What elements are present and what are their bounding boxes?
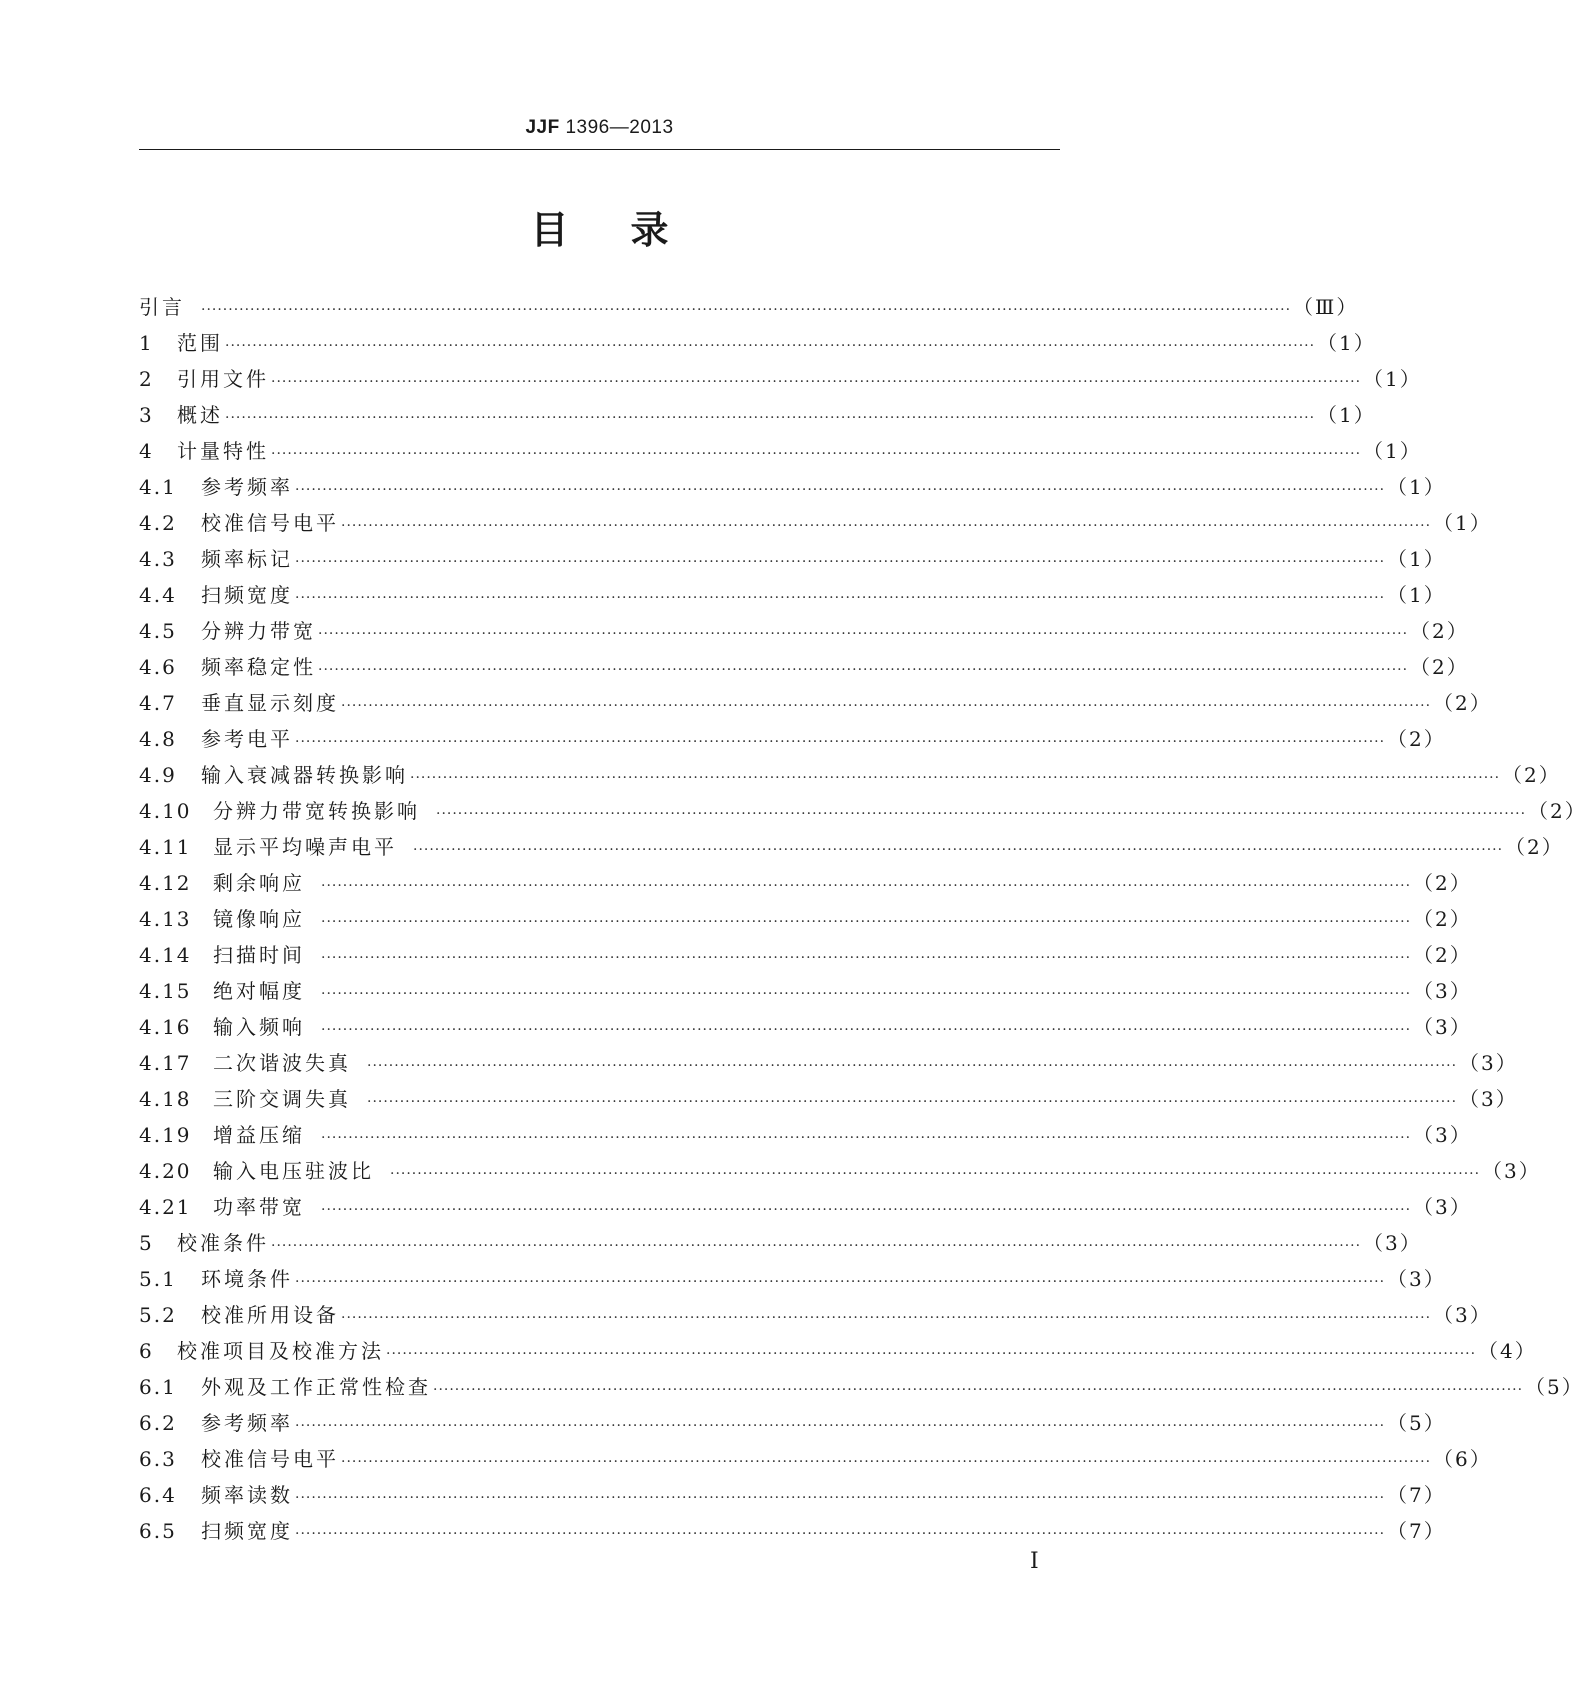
toc-entry-number: 5.2 <box>139 1303 177 1327</box>
toc-leader-dots: ········································································································································································································ <box>341 698 1432 714</box>
toc-entry-page: （3） <box>1413 1015 1472 1039</box>
toc-leader-dots: ········································································································································································································ <box>201 302 1292 318</box>
toc-entry-number: 4.18 <box>139 1087 192 1111</box>
toc-entry-number: 3 <box>139 403 154 427</box>
toc-entry-label: 镜像响应 <box>213 907 305 931</box>
toc-entry[interactable] <box>139 685 1492 721</box>
toc-entry-page: （7） <box>1387 1519 1446 1543</box>
toc-entry[interactable] <box>139 1225 1422 1261</box>
toc-entry-number: 4.13 <box>139 907 192 931</box>
toc-leader-dots: ········································································································································································································ <box>321 1130 1412 1146</box>
toc-entry[interactable] <box>139 577 1446 613</box>
toc-entry-page: （2） <box>1433 691 1492 715</box>
toc-entry-number: 4.6 <box>139 655 177 679</box>
toc-leader-dots: ········································································································································································································ <box>295 554 1386 570</box>
toc-entry-number: 4.11 <box>139 835 192 859</box>
toc-entry[interactable] <box>139 1369 1584 1405</box>
toc-entry-page: （1） <box>1317 331 1376 355</box>
toc-entry-page: （5） <box>1525 1375 1584 1399</box>
toc-entry-number: 4 <box>139 439 154 463</box>
toc-entry-label: 外观及工作正常性检查 <box>201 1375 431 1399</box>
toc-entry[interactable] <box>139 1009 1472 1045</box>
toc-entry-number: 4.3 <box>139 547 177 571</box>
toc-entry-page: （7） <box>1387 1483 1446 1507</box>
toc-entry[interactable] <box>139 1333 1537 1369</box>
toc-entry-number: 6.2 <box>139 1411 177 1435</box>
toc-leader-dots: ········································································································································································································ <box>295 1490 1386 1506</box>
toc-entry-page: （5） <box>1387 1411 1446 1435</box>
toc-entry-page: （2） <box>1413 871 1472 895</box>
toc-entry-number: 2 <box>139 367 154 391</box>
toc-entry-number: 6 <box>139 1339 154 1363</box>
toc-entry-number: 6.4 <box>139 1483 177 1507</box>
toc-entry-page: （3） <box>1413 979 1472 1003</box>
toc-leader-dots: ········································································································································································································ <box>321 1022 1412 1038</box>
toc-entry-label: 增益压缩 <box>213 1123 305 1147</box>
toc-leader-dots: ········································································································································································································ <box>295 590 1386 606</box>
toc-entry-label: 输入衰减器转换影响 <box>201 763 408 787</box>
toc-leader-dots: ········································································································································································································ <box>436 806 1527 822</box>
toc-entry[interactable] <box>139 1153 1541 1189</box>
toc-entry-label: 校准信号电平 <box>201 511 339 535</box>
toc-leader-dots: ········································································································································································································ <box>341 1454 1432 1470</box>
toc-entry[interactable] <box>139 469 1446 505</box>
toc-leader-dots: ········································································································································································································ <box>225 410 1316 426</box>
toc-leader-dots: ········································································································································································································ <box>295 1274 1386 1290</box>
toc-entry-number: 4.16 <box>139 1015 192 1039</box>
toc-leader-dots: ········································································································································································································ <box>341 1310 1432 1326</box>
toc-entry-label: 扫频宽度 <box>201 583 293 607</box>
toc-entry-label: 环境条件 <box>201 1267 293 1291</box>
toc-entry-page: （3） <box>1387 1267 1446 1291</box>
toc-entry-page: （1） <box>1387 475 1446 499</box>
toc-leader-dots: ········································································································································································································ <box>295 482 1386 498</box>
toc-entry[interactable] <box>139 865 1472 901</box>
toc-entry-label: 计量特性 <box>177 439 269 463</box>
page-title: 目录 <box>530 208 731 252</box>
toc-entry-page: （2） <box>1413 907 1472 931</box>
toc-entry-label: 校准条件 <box>177 1231 269 1255</box>
toc-entry-page: （2） <box>1502 763 1561 787</box>
toc-leader-dots: ········································································································································································································ <box>271 1238 1362 1254</box>
toc-entry-page: （1） <box>1433 511 1492 535</box>
toc-entry-label: 参考频率 <box>201 1411 293 1435</box>
toc-entry-label: 显示平均噪声电平 <box>213 835 397 859</box>
toc-entry-label: 频率读数 <box>201 1483 293 1507</box>
toc-entry[interactable] <box>139 361 1422 397</box>
toc-entry[interactable] <box>139 829 1564 865</box>
toc-entry[interactable] <box>139 1189 1472 1225</box>
toc-entry-label: 参考电平 <box>201 727 293 751</box>
toc-entry-label: 剩余响应 <box>213 871 305 895</box>
toc-entry-label: 校准项目及校准方法 <box>177 1339 384 1363</box>
toc-entry[interactable] <box>139 721 1446 757</box>
toc-entry-label: 引用文件 <box>177 367 269 391</box>
toc-entry-label: 绝对幅度 <box>213 979 305 1003</box>
toc-entry-page: （1） <box>1317 403 1376 427</box>
toc-leader-dots: ········································································································································································································ <box>318 662 1409 678</box>
toc-leader-dots: ········································································································································································································ <box>318 626 1409 642</box>
toc-leader-dots: ········································································································································································································ <box>321 878 1412 894</box>
standard-code: JJF <box>525 117 560 138</box>
toc-entry[interactable] <box>139 793 1587 829</box>
toc-entry-label: 校准信号电平 <box>201 1447 339 1471</box>
toc-entry[interactable] <box>139 901 1472 937</box>
toc-entry-page: （6） <box>1433 1447 1492 1471</box>
toc-entry-page: （1） <box>1387 583 1446 607</box>
toc-leader-dots: ········································································································································································································ <box>433 1382 1524 1398</box>
toc-entry-number: 4.10 <box>139 799 192 823</box>
toc-entry[interactable] <box>139 1297 1492 1333</box>
toc-entry-label: 二次谐波失真 <box>213 1051 351 1075</box>
toc-entry[interactable] <box>139 1405 1446 1441</box>
toc-leader-dots: ········································································································································································································ <box>271 374 1362 390</box>
toc-entry-number: 5.1 <box>139 1267 177 1291</box>
toc-entry-label: 输入电压驻波比 <box>213 1159 374 1183</box>
toc-entry-label: 分辨力带宽转换影响 <box>213 799 420 823</box>
toc-entry[interactable] <box>139 1081 1518 1117</box>
toc-entry[interactable] <box>139 325 1376 361</box>
toc-entry-number: 4.4 <box>139 583 177 607</box>
toc-leader-dots: ········································································································································································································ <box>271 446 1362 462</box>
toc-entry-number: 4.14 <box>139 943 192 967</box>
toc-entry-page: （3） <box>1413 1123 1472 1147</box>
toc-entry-page: （1） <box>1363 367 1422 391</box>
header-rule <box>139 149 1060 150</box>
toc-entry-page: （3） <box>1482 1159 1541 1183</box>
document-header <box>139 117 1060 139</box>
toc-entry-number: 6.1 <box>139 1375 177 1399</box>
toc-entry-label: 扫描时间 <box>213 943 305 967</box>
toc-entry-label: 参考频率 <box>201 475 293 499</box>
toc-entry-page: （2） <box>1387 727 1446 751</box>
toc-leader-dots: ········································································································································································································ <box>367 1058 1458 1074</box>
footer-page-number: Ⅰ <box>1030 1549 1039 1574</box>
toc-leader-dots: ········································································································································································································ <box>410 770 1501 786</box>
toc-entry-page: （4） <box>1478 1339 1537 1363</box>
toc-entry-page: （3） <box>1459 1087 1518 1111</box>
toc-entry[interactable] <box>139 613 1469 649</box>
toc-entry-label: 频率稳定性 <box>201 655 316 679</box>
toc-leader-dots: ········································································································································································································ <box>341 518 1432 534</box>
standard-number: 1396—2013 <box>565 117 674 138</box>
toc-entry[interactable] <box>139 649 1469 685</box>
toc-entry-number: 4.15 <box>139 979 192 1003</box>
toc-entry[interactable] <box>139 1045 1518 1081</box>
toc-entry[interactable] <box>139 541 1446 577</box>
toc-entry-page: （Ⅲ） <box>1293 295 1359 319</box>
toc-entry[interactable] <box>139 289 1359 325</box>
toc-entry-label: 三阶交调失真 <box>213 1087 351 1111</box>
toc-leader-dots: ········································································································································································································ <box>413 842 1504 858</box>
toc-entry-page: （2） <box>1413 943 1472 967</box>
toc-leader-dots: ········································································································································································································ <box>295 1526 1386 1542</box>
toc-leader-dots: ········································································································································································································ <box>321 914 1412 930</box>
toc-entry-page: （1） <box>1363 439 1422 463</box>
toc-leader-dots: ········································································································································································································ <box>367 1094 1458 1110</box>
toc-entry[interactable] <box>139 505 1492 541</box>
toc-entry-page: （2） <box>1528 799 1587 823</box>
toc-entry-number: 4.8 <box>139 727 177 751</box>
toc-entry[interactable] <box>139 1513 1446 1549</box>
toc-entry-number: 4.5 <box>139 619 177 643</box>
toc-entry-page: （3） <box>1433 1303 1492 1327</box>
toc-entry-label: 概述 <box>177 403 223 427</box>
toc-entry-page: （3） <box>1459 1051 1518 1075</box>
toc-entry-label: 输入频响 <box>213 1015 305 1039</box>
toc-entry-number: 4.12 <box>139 871 192 895</box>
toc-entry-number: 4.9 <box>139 763 177 787</box>
toc-entry-number: 4.7 <box>139 691 177 715</box>
toc-leader-dots: ········································································································································································································ <box>295 734 1386 750</box>
toc-leader-dots: ········································································································································································································ <box>225 338 1316 354</box>
toc-entry-number: 4.1 <box>139 475 177 499</box>
toc-entry-number: 4.19 <box>139 1123 192 1147</box>
toc-entry-label: 校准所用设备 <box>201 1303 339 1327</box>
toc-entry[interactable] <box>139 1117 1472 1153</box>
toc-entry-page: （2） <box>1505 835 1564 859</box>
toc-entry-label: 垂直显示刻度 <box>201 691 339 715</box>
toc-entry[interactable] <box>139 433 1422 469</box>
toc-entry[interactable] <box>139 937 1472 973</box>
toc-leader-dots: ········································································································································································································ <box>390 1166 1481 1182</box>
toc-entry[interactable] <box>139 757 1561 793</box>
toc-entry-page: （2） <box>1410 655 1469 679</box>
toc-entry-page: （2） <box>1410 619 1469 643</box>
toc-entry-label: 功率带宽 <box>213 1195 305 1219</box>
toc-entry-number: 5 <box>139 1231 154 1255</box>
toc-entry[interactable] <box>139 1441 1492 1477</box>
toc-entry-label: 范围 <box>177 331 223 355</box>
toc-entry-number: 6.3 <box>139 1447 177 1471</box>
toc-entry[interactable] <box>139 397 1376 433</box>
toc-entry-label: 引言 <box>139 295 185 319</box>
table-of-contents <box>139 289 1587 1549</box>
toc-entry-page: （3） <box>1363 1231 1422 1255</box>
toc-entry-page: （1） <box>1387 547 1446 571</box>
toc-entry-label: 分辨力带宽 <box>201 619 316 643</box>
toc-entry-label: 扫频宽度 <box>201 1519 293 1543</box>
toc-entry[interactable] <box>139 1477 1446 1513</box>
toc-entry-page: （3） <box>1413 1195 1472 1219</box>
toc-entry-number: 1 <box>139 331 154 355</box>
toc-entry-number: 4.2 <box>139 511 177 535</box>
toc-entry-label: 频率标记 <box>201 547 293 571</box>
toc-entry[interactable] <box>139 973 1472 1009</box>
toc-entry-number: 6.5 <box>139 1519 177 1543</box>
toc-entry-number: 4.20 <box>139 1159 192 1183</box>
toc-entry[interactable] <box>139 1261 1446 1297</box>
toc-leader-dots: ········································································································································································································ <box>321 1202 1412 1218</box>
toc-entry-number: 4.17 <box>139 1051 192 1075</box>
toc-leader-dots: ········································································································································································································ <box>321 986 1412 1002</box>
toc-leader-dots: ········································································································································································································ <box>386 1346 1477 1362</box>
toc-leader-dots: ········································································································································································································ <box>321 950 1412 966</box>
toc-leader-dots: ········································································································································································································ <box>295 1418 1386 1434</box>
toc-entry-number: 4.21 <box>139 1195 192 1219</box>
